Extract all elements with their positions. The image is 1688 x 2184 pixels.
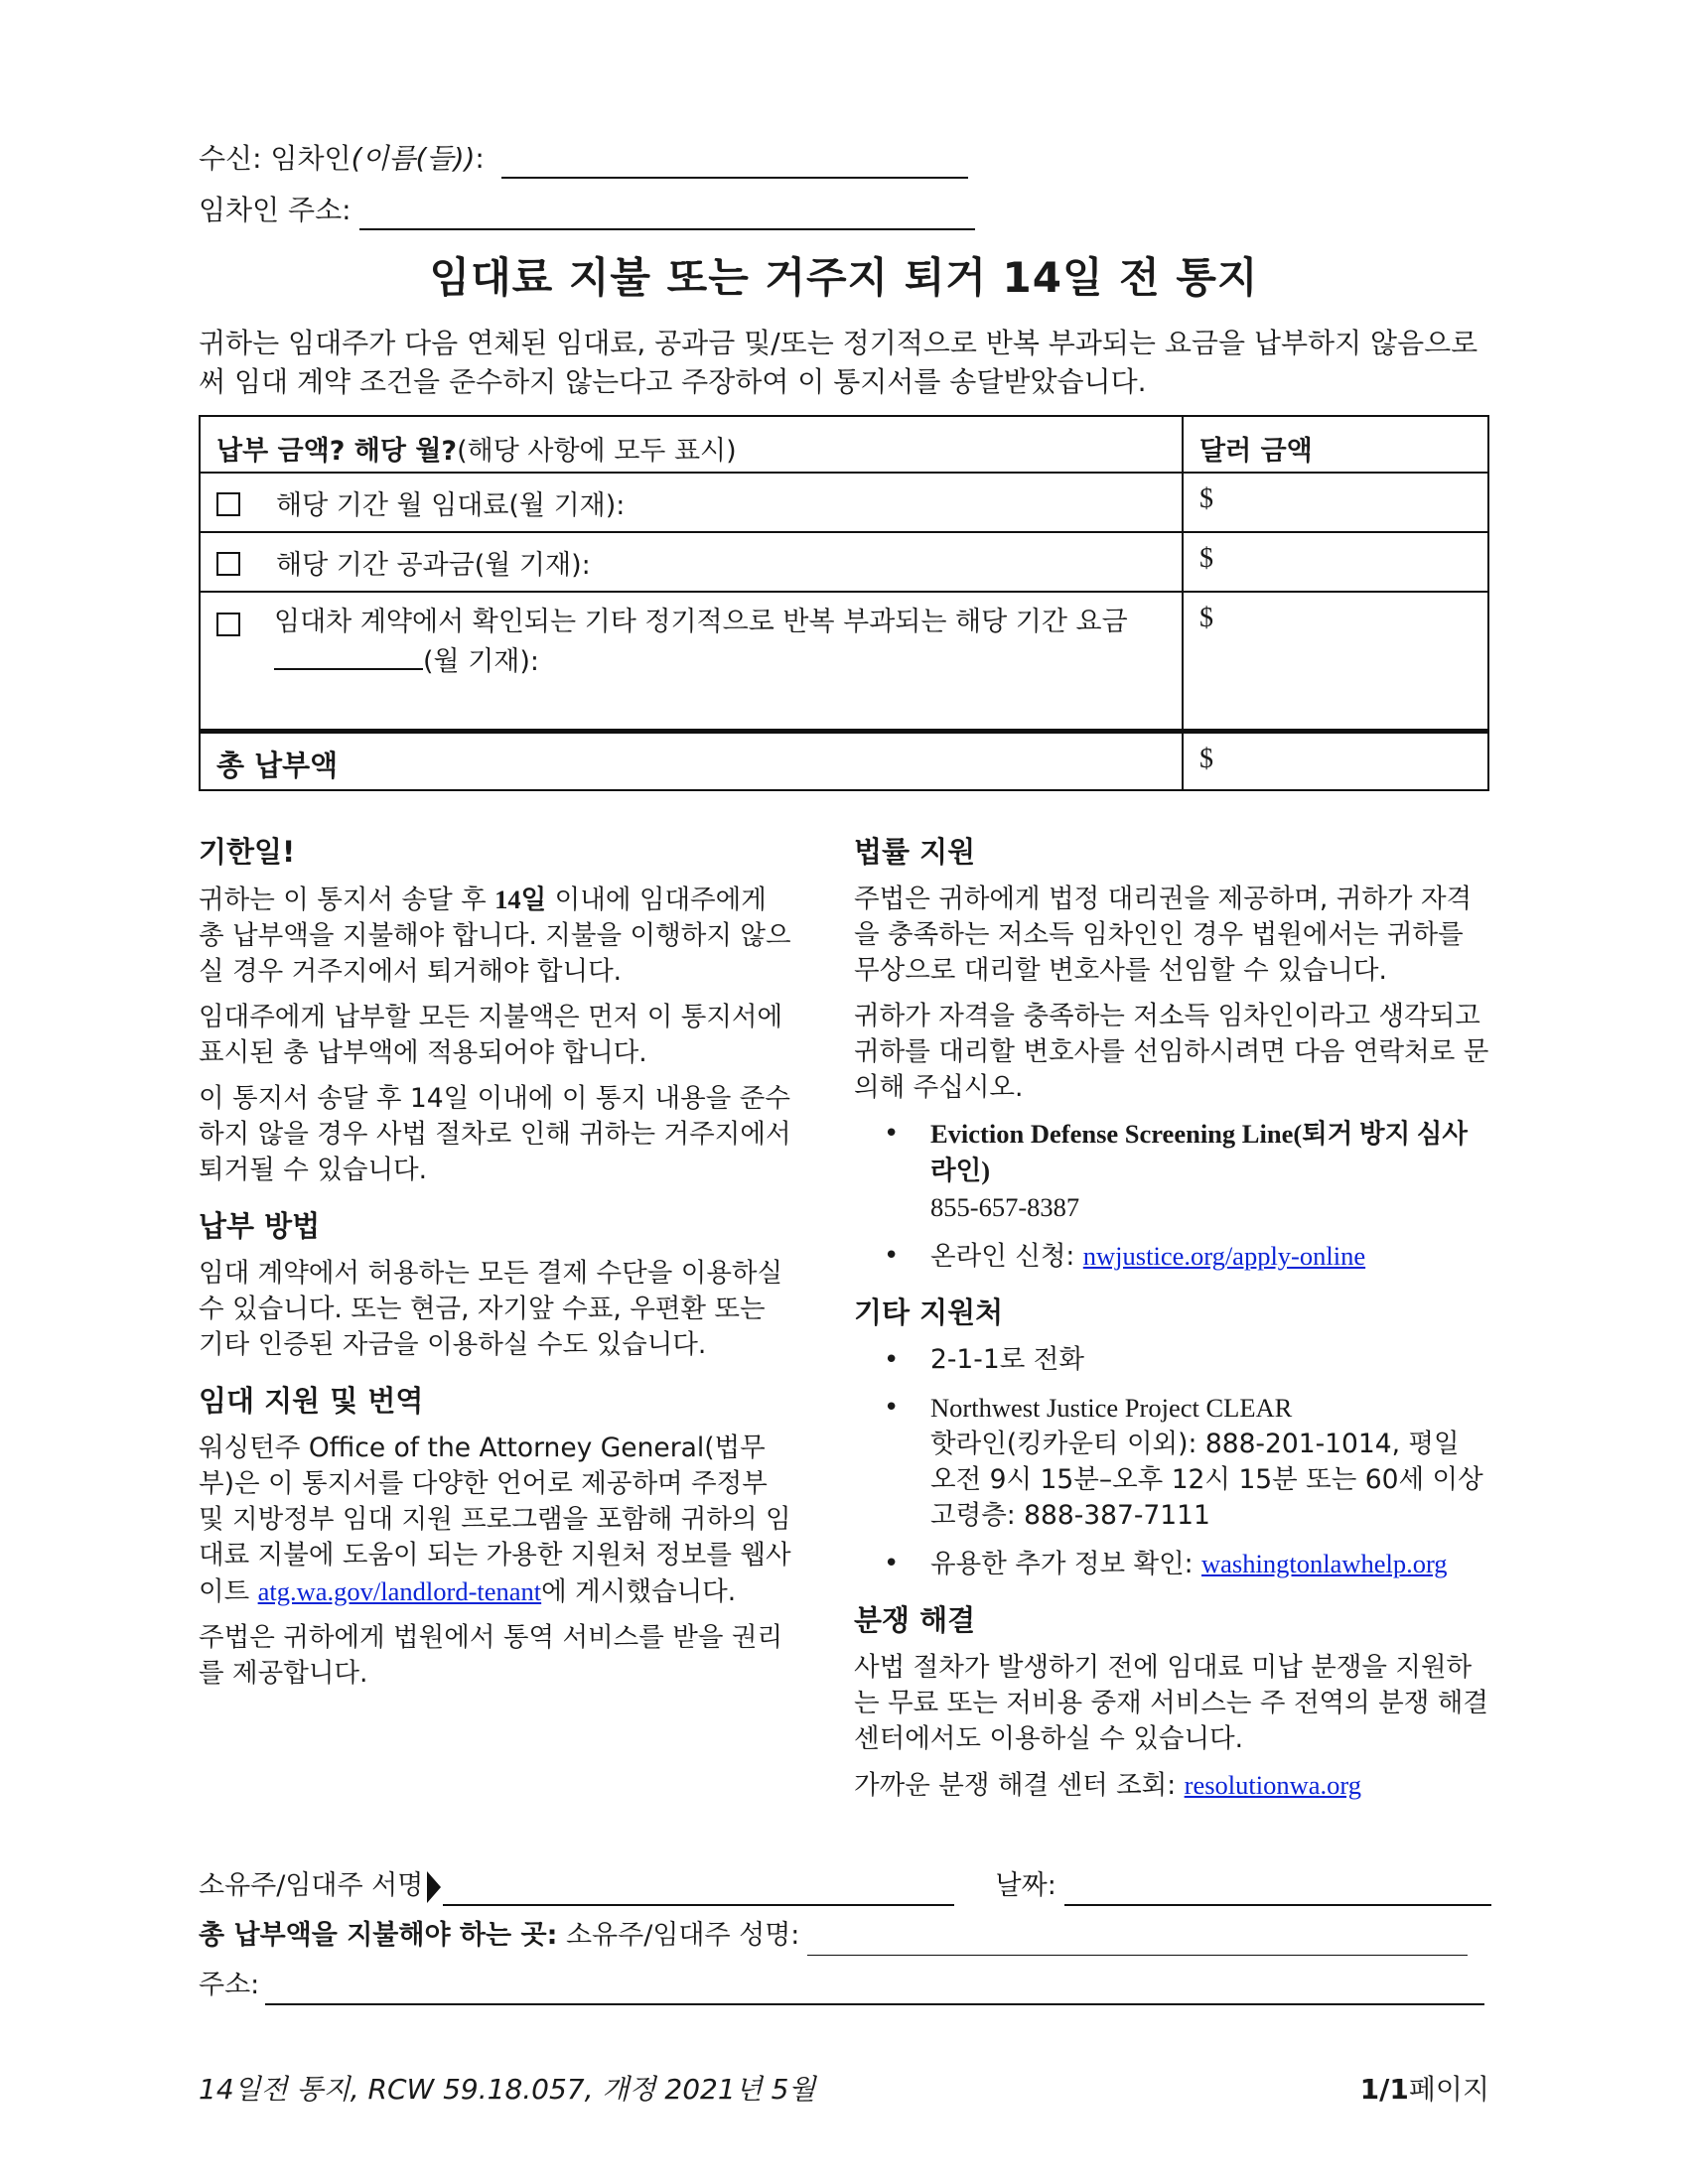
total-amount-cell[interactable]: $ <box>1183 731 1488 790</box>
resolutionwa-link[interactable]: resolutionwa.org <box>1184 1770 1361 1800</box>
tenant-address-label: 임차인 주소: <box>199 194 352 226</box>
other-charges-checkbox[interactable] <box>216 613 240 636</box>
owner-signature-label: 소유주/임대주 서명 <box>199 1870 424 1901</box>
rent-amount-cell[interactable]: $ <box>1183 473 1488 532</box>
payment-paragraph: 임대 계약에서 허용하는 모든 결제 수단을 이용하실 수 있습니다. 또는 현금, 자기앞 수표, 우편환 또는 기타 인증된 자금을 이용하실 수도 있습니다. <box>199 1258 783 1360</box>
table-row <box>200 532 1488 592</box>
list-item: • Eviction Defense Screening Line(퇴거 방지 심사 라인) 855-657-8387 <box>854 1116 1489 1226</box>
utilities-checkbox[interactable] <box>216 552 240 576</box>
utilities-row-label: 해당 기간 공과금(월 기재): <box>200 532 1183 592</box>
table-header-row <box>200 416 1488 473</box>
dispute-heading: 분쟁 해결 <box>854 1603 976 1637</box>
assistance-paragraph-1: 워싱턴주 Office of the Attorney General(법무부)은 이 통지서를 다양한 언어로 제공하며 주정부 및 지방정부 임대 지원 프로그램을 포함해 귀하의 임대료 지불에 도움이 되는 가용한 지원처 정보를 웹사이트 atg.wa.gov/landlord-tenant에 게시했습니다. <box>199 1433 791 1607</box>
owner-address-label: 주소: <box>199 1970 260 2000</box>
payment-heading: 납부 방법 <box>199 1209 321 1243</box>
date-label: 날짜: <box>995 1870 1056 1901</box>
right-column <box>854 832 1489 1814</box>
table-header-item: 납부 금액? 해당 월?(해당 사항에 모두 표시) <box>200 416 1183 473</box>
nwjustice-link[interactable]: nwjustice.org/apply-online <box>1082 1241 1366 1271</box>
intro-paragraph: 귀하는 임대주가 다음 연체된 임대료, 공과금 및/또는 정기적으로 반복 부과되는 요금을 납부하지 않음으로써 임대 계약 조건을 준수하지 않는다고 주장하여 이 통지서를 송달받았습니다. <box>199 327 1478 398</box>
tenant-address-line[interactable] <box>359 228 975 230</box>
list-item: • 2-1-1로 전화 <box>854 1342 1489 1378</box>
signature-row <box>199 1866 1491 1906</box>
table-row <box>200 473 1488 532</box>
list-item: • Northwest Justice Project CLEAR 핫라인(킹카운티 이외): 888-201-1014, 평일 오전 9시 15분–오후 12시 15분 또는 60세 이상 고령층: 888-387-7111 <box>854 1390 1489 1534</box>
table-row <box>200 592 1488 731</box>
table-total-row <box>200 731 1488 790</box>
dispute-paragraph-2: 가까운 분쟁 해결 센터 조회: resolutionwa.org <box>854 1770 1361 1801</box>
other-charges-row-label: 임대차 계약에서 확인되는 기타 정기적으로 반복 부과되는 해당 기간 요금 (월 기재): <box>200 592 1183 731</box>
dispute-paragraph-1: 사법 절차가 발생하기 전에 임대료 미납 분쟁을 지원하는 무료 또는 저비용 중재 서비스는 주 전역의 분쟁 해결 센터에서도 이용하실 수 있습니다. <box>854 1652 1488 1754</box>
form-reference: 14일전 통지, RCW 59.18.057, 개정 2021년 5월 <box>199 2073 816 2106</box>
left-column <box>199 832 794 1702</box>
rent-row-label: 해당 기간 월 임대료(월 기재): <box>200 473 1183 532</box>
pay-to-label: 총 납부액을 지불해야 하는 곳: <box>199 1920 558 1951</box>
tenant-name-field <box>199 139 968 179</box>
owner-name-line[interactable] <box>807 1955 1468 1956</box>
lawhelp-link[interactable]: washingtonlawhelp.org <box>1201 1549 1448 1578</box>
table-header-amount: 달러 금액 <box>1183 416 1488 473</box>
legal-contact-list <box>854 1116 1489 1275</box>
tenant-name-line[interactable] <box>501 177 968 179</box>
amount-table <box>199 415 1489 791</box>
utilities-amount-cell[interactable]: $ <box>1183 532 1488 592</box>
deadline-heading: 기한일! <box>199 835 296 869</box>
page-number: 1/1페이지 <box>1359 2073 1489 2106</box>
tenant-name-label: 수신: 임차인(이름(들)): <box>199 142 485 175</box>
total-label: 총 납부액 <box>200 731 1183 790</box>
other-resources-heading: 기타 지원처 <box>854 1296 1004 1329</box>
assistance-paragraph-2: 주법은 귀하에게 법원에서 통역 서비스를 받을 권리를 제공합니다. <box>199 1622 783 1689</box>
legal-paragraph-1: 주법은 귀하에게 법정 대리권을 제공하며, 귀하가 자격을 충족하는 저소득 임차인인 경우 법원에서는 귀하를 무상으로 대리할 변호사를 선임할 수 있습니다. <box>854 884 1473 986</box>
other-resources-list <box>854 1342 1489 1582</box>
tenant-address-field <box>199 191 975 230</box>
owner-signature-line[interactable] <box>443 1904 954 1906</box>
document-title: 임대료 지불 또는 거주지 퇴거 14일 전 통지 <box>429 253 1259 302</box>
legal-heading: 법률 지원 <box>854 835 976 869</box>
owner-address-line[interactable] <box>265 2003 1484 2005</box>
pay-to-row <box>199 1916 1468 1956</box>
arrow-right-icon <box>427 1871 441 1903</box>
owner-address-row <box>199 1966 1484 2005</box>
rent-checkbox[interactable] <box>216 492 240 516</box>
legal-paragraph-2: 귀하가 자격을 충족하는 저소득 임차인이라고 생각되고 귀하를 대리할 변호사를 선임하시려면 다음 연락처로 문의해 주십시오. <box>854 1001 1489 1103</box>
date-line[interactable] <box>1064 1904 1491 1906</box>
deadline-paragraph-1: 귀하는 이 통지서 송달 후 14일 이내에 임대주에게 총 납부액을 지불해야 합니다. 지불을 이행하지 않으실 경우 거주지에서 퇴거해야 합니다. <box>199 885 791 987</box>
page-footer <box>199 2068 1489 2108</box>
list-item: • 유용한 추가 정보 확인: washingtonlawhelp.org <box>854 1546 1489 1582</box>
list-item: • 온라인 신청: nwjustice.org/apply-online <box>854 1238 1489 1275</box>
assistance-heading: 임대 지원 및 번역 <box>199 1384 424 1418</box>
owner-name-label: 소유주/임대주 성명: <box>557 1920 800 1951</box>
deadline-paragraph-3: 이 통지서 송달 후 14일 이내에 이 통지 내용을 준수하지 않을 경우 사법 절차로 인해 귀하는 거주지에서 퇴거될 수 있습니다. <box>199 1083 791 1185</box>
other-charges-amount-cell[interactable]: $ <box>1183 592 1488 731</box>
atg-link[interactable]: atg.wa.gov/landlord-tenant <box>257 1576 542 1606</box>
deadline-paragraph-2: 임대주에게 납부할 모든 지불액은 먼저 이 통지서에 표시된 총 납부액에 적용되어야 합니다. <box>199 1002 783 1068</box>
other-charges-month-blank[interactable] <box>274 668 423 670</box>
